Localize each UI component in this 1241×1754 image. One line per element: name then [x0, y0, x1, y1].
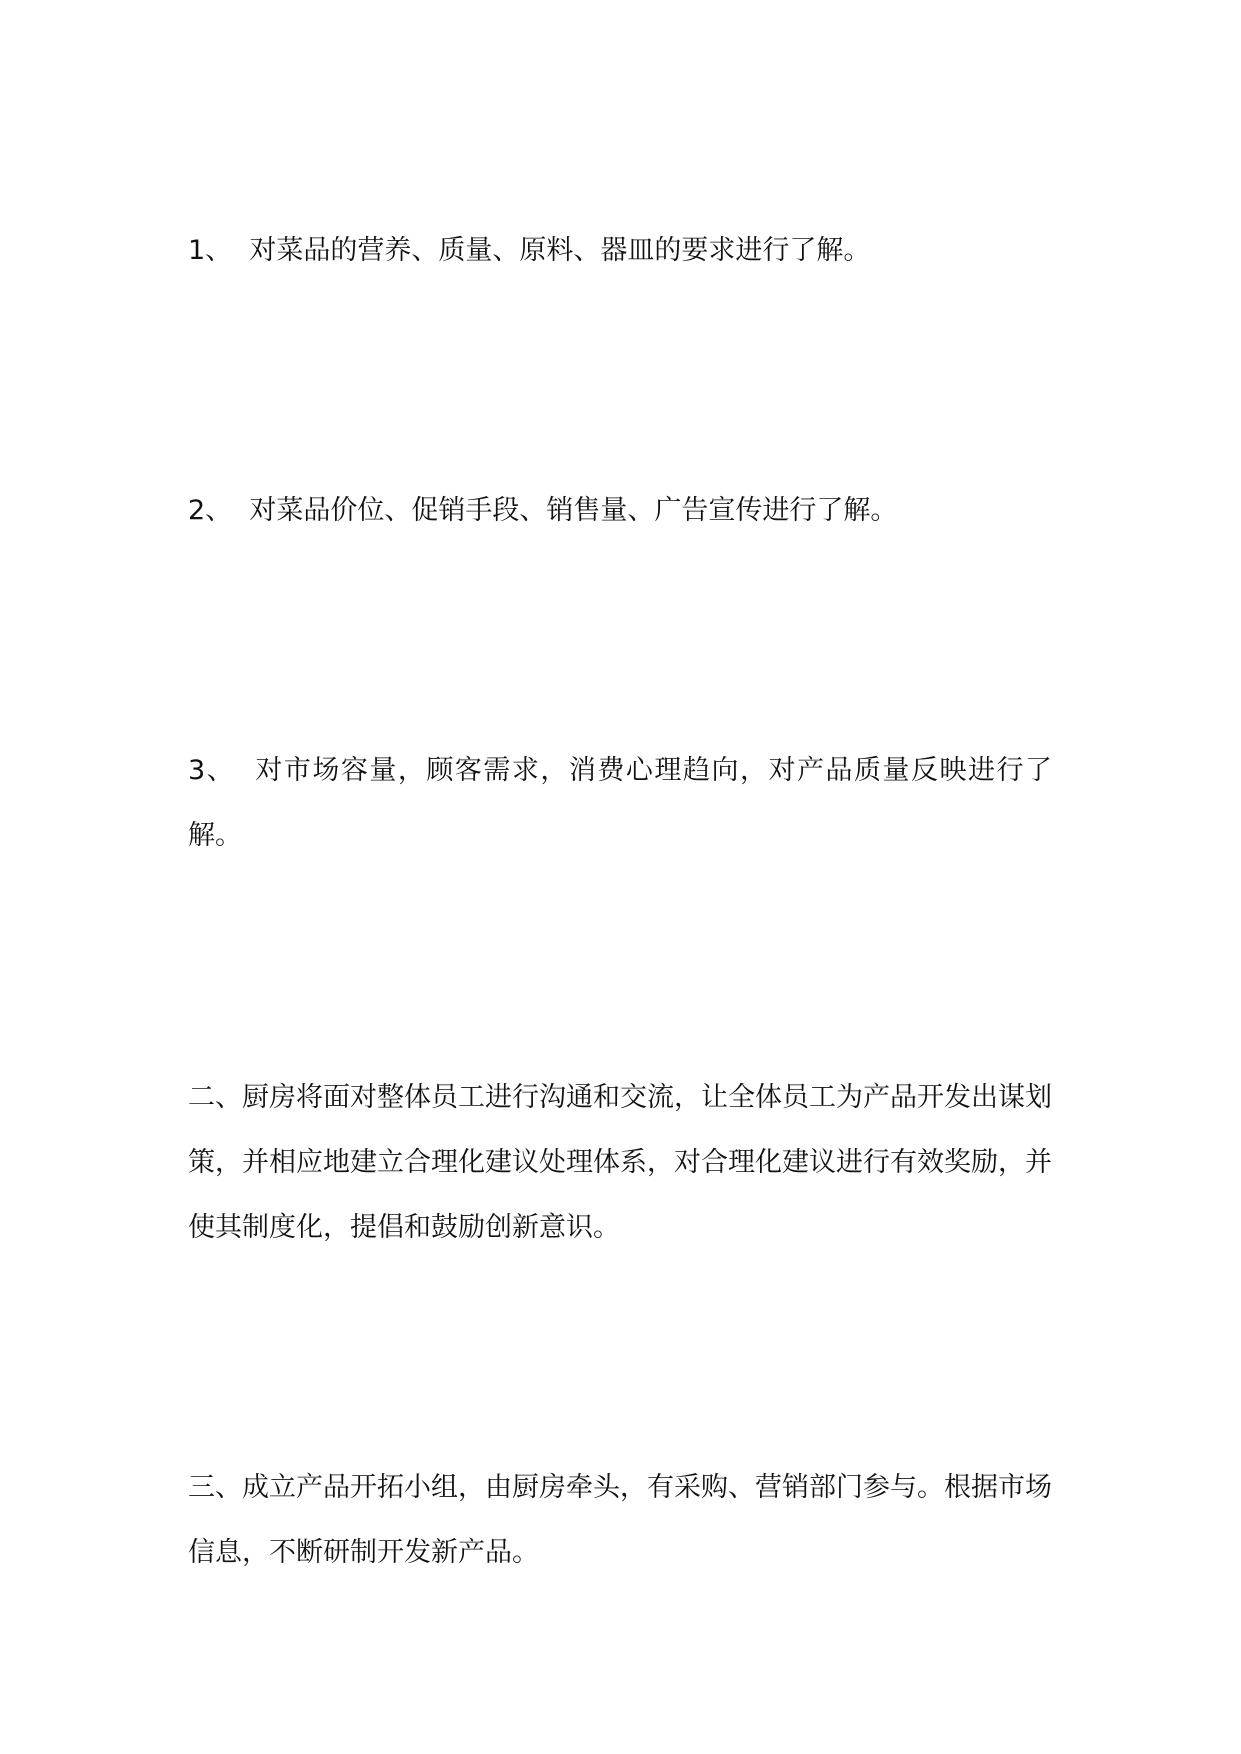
section-three-paragraph: 三、成立产品开拓小组，由厨房牵头，有采购、营销部门参与。根据市场信息，不断研制开发新产品。: [188, 1472, 1052, 1568]
list-item-2: 2、 对菜品价位、促销手段、销售量、广告宣传进行了解。: [188, 495, 898, 526]
list-item-3: 3、 对市场容量，顾客需求，消费心理趋向，对产品质量反映进行了解。: [188, 755, 1052, 851]
list-item-1: 1、 对菜品的营养、质量、原料、器皿的要求进行了解。: [188, 235, 871, 266]
section-two-paragraph: 二、厨房将面对整体员工进行沟通和交流，让全体员工为产品开发出谋划策，并相应地建立合理化建议处理体系，对合理化建议进行有效奖励，并使其制度化，提倡和鼓励创新意识。: [188, 1082, 1052, 1243]
